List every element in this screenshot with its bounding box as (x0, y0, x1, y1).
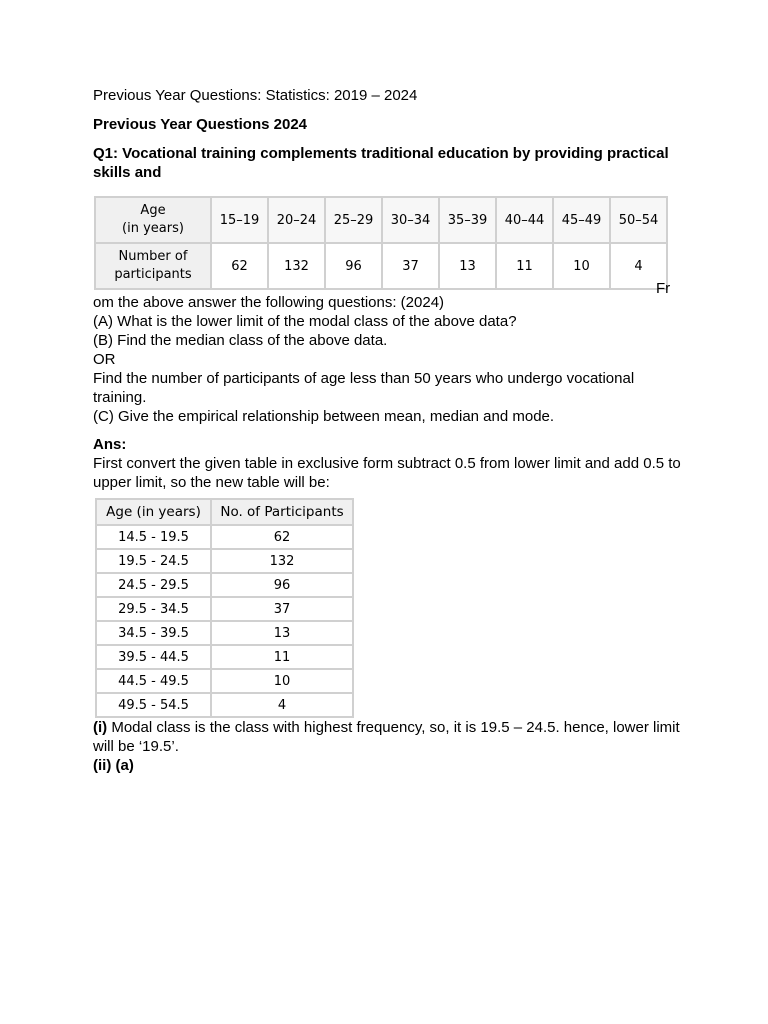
question-heading: Q1: Vocational training complements traditional education by providing practical skills and (93, 145, 669, 181)
or-separator: OR (93, 351, 116, 368)
age-cell: 49.5 - 54.5 (96, 693, 211, 717)
table-row-age (95, 197, 667, 243)
count-cell: 37 (211, 597, 353, 621)
participant-count-cell: 13 (439, 243, 496, 289)
age-class-cell: 40–44 (496, 197, 553, 243)
count-cell: 62 (211, 525, 353, 549)
participant-count-cell: 132 (268, 243, 325, 289)
answer-i-text: Modal class is the class with highest frequency, so, it is 19.5 – 24.5. hence, lower limit will be ‘19.5’. (93, 719, 680, 755)
answer-intro: First convert the given table in exclusive form subtract 0.5 from lower limit and add 0.5 to upper limit, so the new table will be: (93, 455, 681, 491)
section-heading: Previous Year Questions 2024 (93, 116, 308, 133)
count-cell: 132 (211, 549, 353, 573)
table-header-row (96, 499, 353, 525)
age-cell: 44.5 - 49.5 (96, 669, 211, 693)
table-row (96, 597, 353, 621)
age-cell: 14.5 - 19.5 (96, 525, 211, 549)
table-row (96, 549, 353, 573)
count-cell: 11 (211, 645, 353, 669)
participant-count-cell: 10 (553, 243, 610, 289)
answer-i-label: (i) (93, 719, 108, 736)
table-row (96, 525, 353, 549)
question-b-alternative: Find the number of participants of age less than 50 years who undergo vocational training. (93, 370, 635, 406)
participant-count-cell: 4 (610, 243, 667, 289)
row-header-age-line2: (in years) (122, 221, 184, 236)
age-cell: 29.5 - 34.5 (96, 597, 211, 621)
count-cell: 4 (211, 693, 353, 717)
answer-ii-label: (ii) (a) (93, 757, 134, 774)
table-row (96, 693, 353, 717)
answer-label: Ans: (93, 436, 127, 453)
count-cell: 96 (211, 573, 353, 597)
age-class-cell: 25–29 (325, 197, 382, 243)
question-b: (B) Find the median class of the above data. (93, 332, 388, 349)
table-row (96, 669, 353, 693)
count-cell: 13 (211, 621, 353, 645)
table-row (96, 621, 353, 645)
participant-count-cell: 37 (382, 243, 439, 289)
document-page (93, 86, 683, 775)
frequency-table (94, 196, 668, 290)
table-row (96, 645, 353, 669)
table-row (96, 573, 353, 597)
age-class-cell: 35–39 (439, 197, 496, 243)
instruction-line: om the above answer the following questions: (2024) (93, 294, 445, 311)
participant-count-cell: 96 (325, 243, 382, 289)
row-header-age (95, 197, 211, 243)
age-cell: 19.5 - 24.5 (96, 549, 211, 573)
age-class-cell: 50–54 (610, 197, 667, 243)
age-class-cell: 20–24 (268, 197, 325, 243)
text-fragment: Fr (656, 280, 671, 297)
table-row-participants (95, 243, 667, 289)
question-a: (A) What is the lower limit of the modal class of the above data? (93, 313, 517, 330)
age-cell: 39.5 - 44.5 (96, 645, 211, 669)
document-title: Previous Year Questions: Statistics: 2019 – 2024 (93, 87, 418, 104)
row-header-participants (95, 243, 211, 289)
column-header-participants: No. of Participants (211, 499, 353, 525)
row-header-age-line1: Age (140, 203, 166, 218)
participant-count-cell: 62 (211, 243, 268, 289)
age-cell: 34.5 - 39.5 (96, 621, 211, 645)
answer-i (93, 718, 683, 756)
count-cell: 10 (211, 669, 353, 693)
row-header-participants-line2: participants (114, 267, 192, 282)
exclusive-table (95, 498, 354, 718)
age-class-cell: 45–49 (553, 197, 610, 243)
frequency-table-wrap (93, 196, 683, 297)
age-cell: 24.5 - 29.5 (96, 573, 211, 597)
column-header-age: Age (in years) (96, 499, 211, 525)
row-header-participants-line1: Number of (118, 249, 188, 264)
question-c: (C) Give the empirical relationship between mean, median and mode. (93, 408, 555, 425)
participant-count-cell: 11 (496, 243, 553, 289)
age-class-cell: 15–19 (211, 197, 268, 243)
age-class-cell: 30–34 (382, 197, 439, 243)
